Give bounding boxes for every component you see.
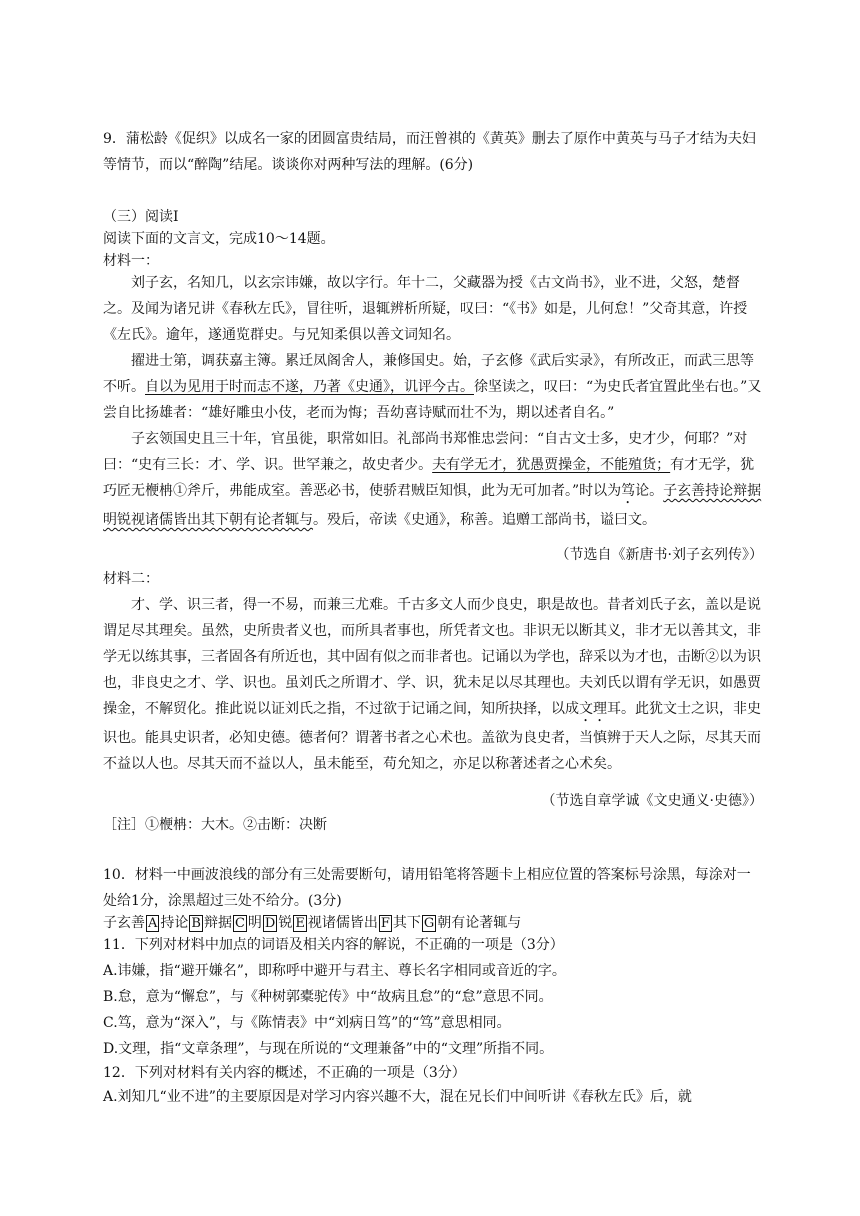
- footnote: ［注］①楩柟：大木。②击断：决断: [103, 817, 327, 833]
- question-12: 12．下列对材料有关内容的概述，不正确的一项是（3分）: [103, 1065, 466, 1081]
- question-10: 10．材料一中画波浪线的部分有三处需要断句，请用铅笔将答题卡上相应位置的答案标号涂黑，每涂对一处给1分，涂黑超过三处不给分。(3分): [103, 867, 751, 909]
- dotted-word-du: 笃: [621, 483, 636, 499]
- dotted-word-wenli: 文理: [579, 701, 607, 717]
- option-box-a[interactable]: A: [148, 916, 158, 931]
- underlined-sentence-2: 夫有学无才，犹愚贾操金，不能殖货；: [432, 457, 671, 473]
- option-box-f[interactable]: F: [380, 916, 390, 931]
- material-2-label: 材料二：: [103, 571, 159, 587]
- material-2-source: （节选自章学诚《文史通义·史德》）: [541, 793, 763, 809]
- question-11: 11．下列对材料中加点的词语及相关内容的解说，不正确的一项是（3分）: [103, 937, 564, 953]
- section-title: （三）阅读Ⅰ: [103, 209, 179, 225]
- underlined-sentence: 自以为见用于时而志不遂，乃著《史通》，讥评今古。: [145, 379, 474, 395]
- material-1-source: （节选自《新唐书·刘子玄列传》）: [555, 547, 763, 563]
- wavy-underlined-passage: 子玄善持论辩据明锐视诸儒皆出其下朝有论者辄与: [103, 483, 762, 528]
- punctuation-options: 子玄善 A 持论 B 辩据 C 明 D 锐 E 视诸儒皆出 F 其下 G 朝有论著辄与: [103, 915, 522, 931]
- option-box-c[interactable]: C: [234, 916, 245, 931]
- section-instruction: 阅读下面的文言文，完成10～14题。: [103, 231, 335, 247]
- option-box-g[interactable]: G: [423, 916, 435, 931]
- material-1-paragraph-2: 擢进士第，调获嘉主簿。累迁凤阁舍人，兼修国史。始，子玄修《武后实录》，有所改正，而武三思等不听。自以为见用于时而志不遂，乃著《史通》，讥评今古。徐坚读之，叹曰：“为史氏者宜置此坐右也。”又尝自比扬雄者：“雄好雕虫小伎，老而为悔；吾幼喜诗赋而壮不为，期以述者自名。”: [103, 353, 762, 421]
- material-1-label: 材料一：: [103, 253, 159, 269]
- question-9: 9．蒲松龄《促织》以成名一家的团圆富贵结局，而汪曾祺的《黄英》删去了原作中黄英与马子才结为夫妇等情节，而以“醉陶”结尾。谈谈你对两种写法的理解。(6分): [103, 131, 756, 173]
- option-box-b[interactable]: B: [191, 916, 201, 931]
- question-11-option-a: A.讳嫌，指“避开嫌名”，即称呼中避开与君主、尊长名字相同或音近的字。: [103, 963, 566, 979]
- question-12-option-a: A.刘知几“业不进”的主要原因是对学习内容兴趣不大，混在兄长们中间听讲《春秋左氏》后，就: [103, 1089, 692, 1105]
- material-2-paragraph: 才、学、识三者，得一不易，而兼三尤难。千古多文人而少良史，职是故也。昔者刘氏子玄，盖以是说谓足尽其理矣。虽然，史所贵者义也，而所具者事也，所凭者文也。非识无以断其义，非才无以善其文，非学无以练其事，三者固各有所近也，其中固有似之而非者也。记诵以为学也，辞采以为才也，击断②以为识也，非良史之才、学、识也。虽刘氏之所谓才、学、识，犹未足以尽其理也。夫刘氏以谓有学无识，如愚贾操金，不解贸化。推此说以证刘氏之指，不过欲于记诵之间，知所抉择，以成文理耳。此犹文士之识，非史识也。能具史识者，必知史德。德者何？谓著书者之心术也。盖欲为良史者，当慎辨于天人之际，尽其天而不益以人也。尽其天而不益以人，虽未能至，苟允知之，亦足以称著述者之心术矣。: [103, 597, 761, 772]
- option-box-d[interactable]: D: [264, 916, 276, 931]
- question-11-option-d: D.文理，指“文章条理”，与现在所说的“文理兼备”中的“文理”所指不同。: [103, 1041, 554, 1057]
- option-box-e[interactable]: E: [295, 916, 305, 931]
- question-11-option-c: C.笃，意为“深入”，与《陈情表》中“刘病日笃”的“笃”意思相同。: [103, 1015, 511, 1031]
- question-11-option-b: B.怠，意为“懈怠”，与《种树郭橐驼传》中“故病且怠”的“怠”意思不同。: [103, 989, 553, 1005]
- material-1-paragraph-1: 刘子玄，名知几，以玄宗讳嫌，故以字行。年十二，父藏器为授《古文尚书》，业不进，父怒，楚督之。及闻为诸兄讲《春秋左氏》，冒往听，退辄辨析所疑，叹曰：“《书》如是，儿何怠！”父奇其意，许授《左氏》。逾年，遂通览群史。与兄知柔俱以善文词知名。: [103, 275, 748, 343]
- material-1-paragraph-3: 子玄领国史且三十年，官虽徙，职常如旧。礼部尚书郑惟忠尝问：“自古文士多，史才少，何耶？”对曰：“史有三长：才、学、识。世罕兼之，故史者少。夫有学无才，犹愚贾操金，不能殖货；有才无学，犹巧匠无楩柟①斧斤，弗能成室。善恶必书，使骄君贼臣知惧，此为无可加者。”时以为笃论。子玄善持论辩据明锐视诸儒皆出其下朝有论者辄与。殁后，帝读《史通》，称善。追赠工部尚书，谥曰文。: [103, 431, 762, 528]
